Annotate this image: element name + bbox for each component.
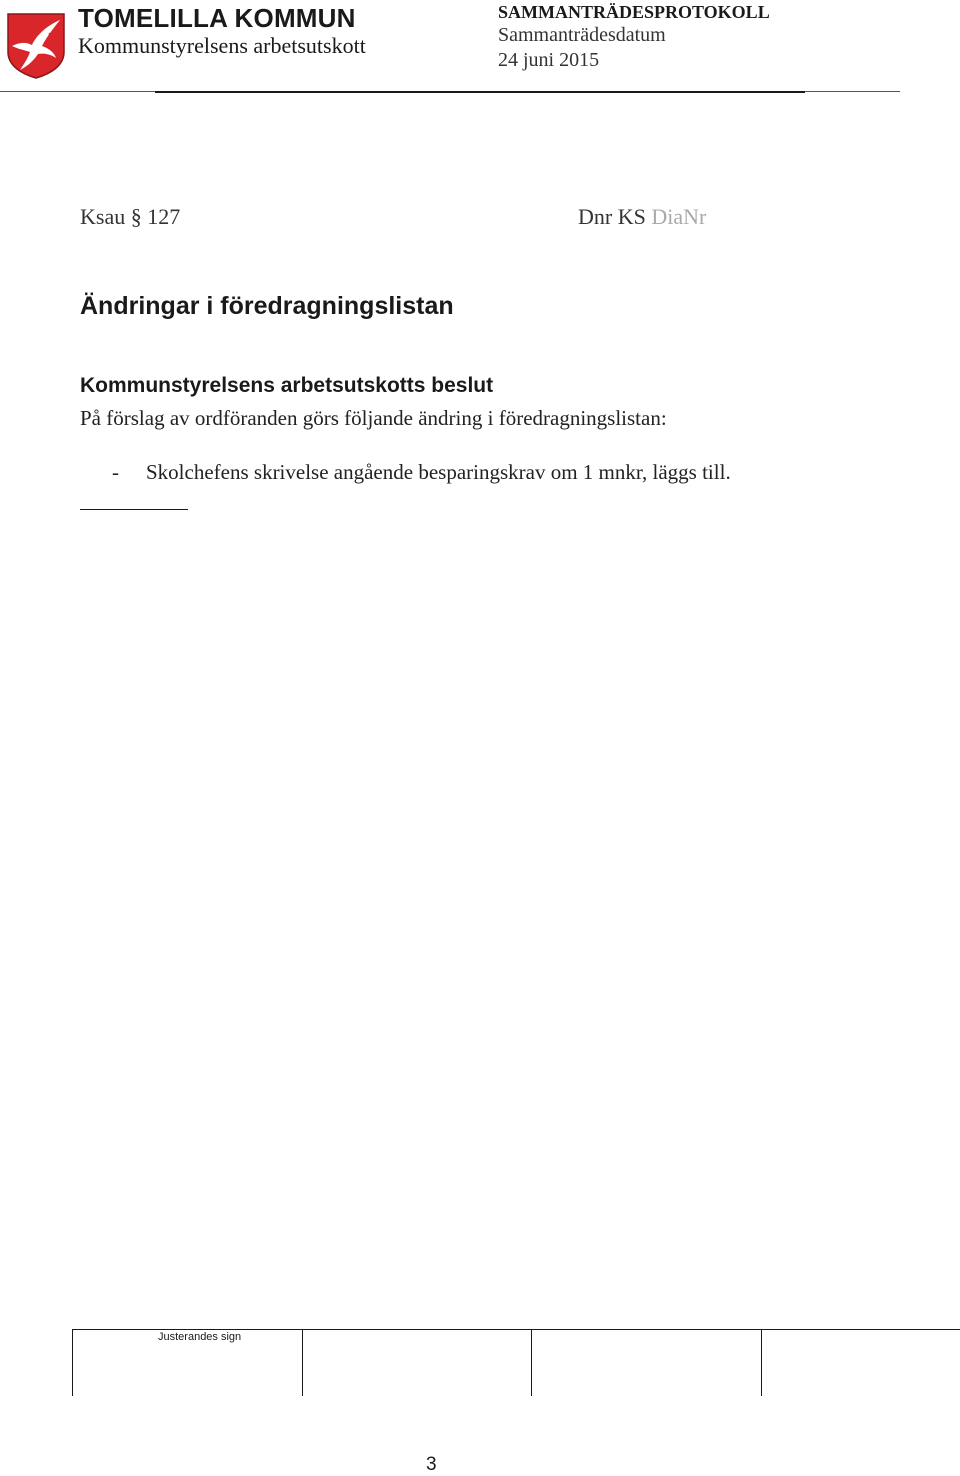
municipality-name: TOMELILLA KOMMUN (78, 3, 356, 33)
list-item-marker: - (112, 460, 119, 484)
committee-name: Kommunstyrelsens arbetsutskott (78, 33, 366, 58)
section-end-rule (80, 509, 188, 510)
signature-cell-divider (302, 1329, 303, 1396)
diary-number-code: DiaNr (651, 204, 707, 229)
signature-cell-divider (761, 1329, 762, 1396)
diary-number (578, 204, 706, 230)
tomelilla-coat-of-arms-gull-icon (6, 12, 66, 80)
signature-cell-divider (531, 1329, 532, 1396)
diary-number-prefix: Dnr KS (578, 204, 652, 229)
signature-label: Justerandes sign (158, 1331, 242, 1343)
page-number: 3 (426, 1454, 437, 1475)
page-title: Ändringar i föredragningslistan (80, 292, 454, 320)
meeting-date: 24 juni 2015 (498, 49, 600, 71)
document-type: SAMMANTRÄDESPROTOKOLL (498, 2, 770, 22)
list-item: Skolchefens skrivelse angående besparingskrav om 1 mnkr, läggs till. (146, 460, 731, 484)
meeting-date-label: Sammanträdesdatum (498, 24, 666, 46)
decision-text: På förslag av ordföranden görs följande ändring i föredragningslistan: (80, 406, 667, 430)
header-divider-bold (155, 91, 805, 93)
paragraph-number: Ksau § 127 (80, 204, 181, 229)
decision-heading: Kommunstyrelsens arbetsutskotts beslut (80, 374, 494, 397)
signature-cell-divider (72, 1329, 73, 1396)
